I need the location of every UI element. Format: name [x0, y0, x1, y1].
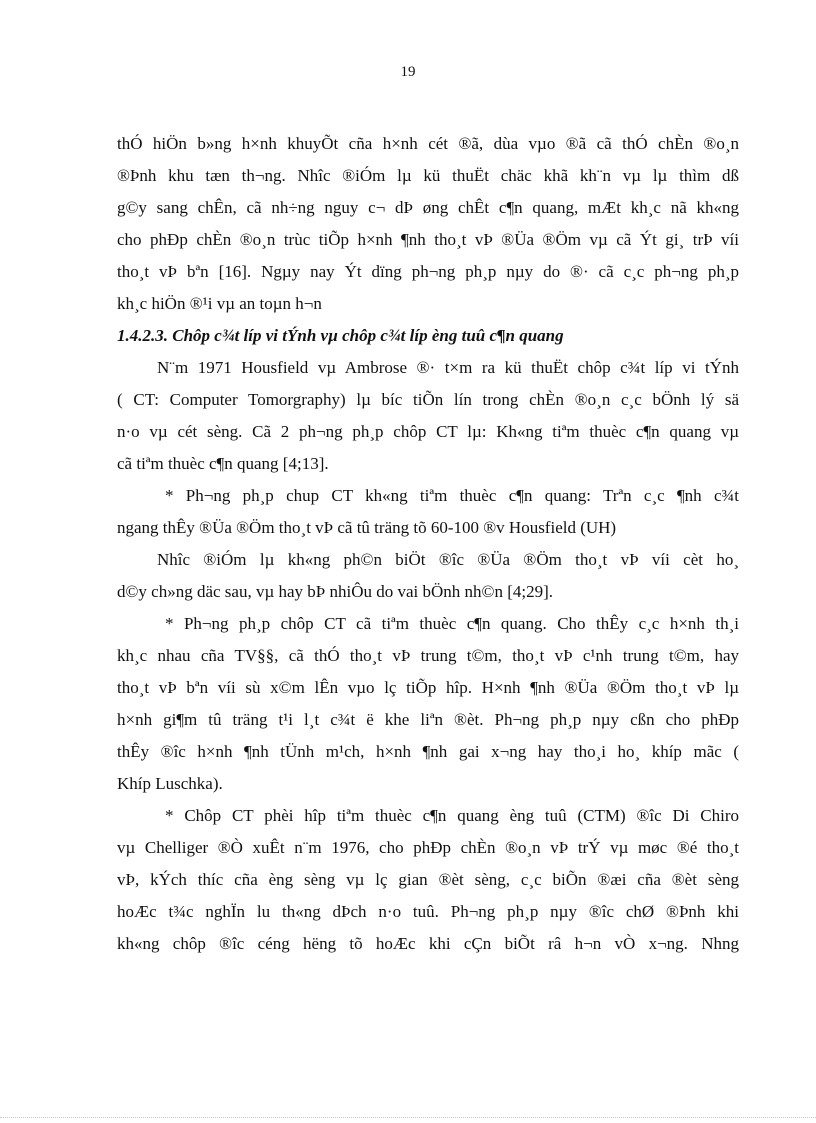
text-line: ( CT: Computer Tomorgraphy) lµ bíc tiÕn lín trong chÈn ®o¸n c¸c bÖnh lý sä — [117, 390, 739, 409]
text-line: cho phÐp chÈn ®o¸n trùc tiÕp h×nh ¶nh tho¸t vÞ ®Üa ®Öm vµ cã Ýt gi¸ trÞ víi — [117, 230, 739, 249]
text-line: d©y ch»ng däc sau, vµ hay bÞ nhiÔu do vai bÖnh nh©n [4;29]. — [117, 582, 554, 601]
text-line: Nhîc ®iÓm lµ kh«ng ph©n biÖt ®îc ®Üa ®Öm tho¸t vÞ víi cèt ho¸ — [157, 550, 739, 569]
text-line: thÊy ®îc h×nh ¶nh tÜnh m¹ch, h×nh ¶nh gai x¬ng hay tho¸i ho¸ khíp mãc ( — [117, 742, 739, 761]
text-line: * Ph¬ng ph¸p chup CT kh«ng tiªm thuèc c¶n quang: Trªn c¸c ¶nh c¾t — [165, 486, 739, 505]
page-number: 19 — [400, 64, 416, 80]
text-line: vµ Chelliger ®Ò xuÊt n¨m 1976, cho phÐp chÈn ®o¸n vÞ trÝ vµ møc ®é tho¸t — [117, 838, 739, 857]
text-line: cã tiªm thuèc c¶n quang [4;13]. — [117, 454, 329, 473]
text-line: N¨m 1971 Housfield vµ Ambrose ®· t×m ra kü thuËt chôp c¾t líp vi tÝnh — [157, 358, 739, 377]
text-line: kh¸c hiÖn ®¹i vµ an toµn h¬n — [117, 294, 322, 313]
page-bottom-border — [0, 1117, 816, 1118]
text-line: kh¸c nhau cña TV§§, cã thÓ tho¸t vÞ trung t©m, tho¸t vÞ c¹nh trung t©m, hay — [117, 646, 739, 665]
text-line: hoÆc t¾c nghÏn lu th«ng dÞch n·o tuû. Ph¬ng ph¸p nµy ®îc chØ ®Þnh khi — [117, 902, 739, 921]
text-line: ®Þnh khu tæn th¬ng. Nhîc ®iÓm lµ kü thuËt chäc khã kh¨n vµ lµ thìm dß — [117, 166, 739, 185]
text-line: Khíp Luschka). — [117, 774, 223, 793]
text-line: h×nh gi¶m tû träng t¹i l¸t c¾t ë khe liªn ®èt. Ph¬ng ph¸p nµy cßn cho phÐp — [117, 710, 739, 729]
document-body — [117, 128, 739, 960]
text-line: n·o vµ cét sèng. Cã 2 ph¬ng ph¸p chôp CT lµ: Kh«ng tiªm thuèc c¶n quang vµ — [117, 422, 739, 441]
text-line: * Chôp CT phèi hîp tiªm thuèc c¶n quang èng tuû (CTM) ®îc Di Chiro — [165, 806, 739, 825]
text-line: ngang thÊy ®Üa ®Öm tho¸t vÞ cã tû träng tõ 60-100 ®v Housfield (UH) — [117, 518, 617, 537]
text-line: kh«ng chôp ®îc céng hëng tõ hoÆc khi cÇn biÕt râ h¬n vÒ x¬ng. Nhng — [117, 934, 739, 953]
text-line: * Ph¬ng ph¸p chôp CT cã tiªm thuèc c¶n quang. Cho thÊy c¸c h×nh th¸i — [165, 614, 739, 633]
text-line: tho¸t vÞ bªn víi sù x©m lÊn vµo lç tiÕp hîp. H×nh ¶nh ®Üa ®Öm tho¸t vÞ lµ — [117, 678, 739, 697]
text-line: g©y sang chÊn, cã nh÷ng nguy c¬ dÞ øng chÊt c¶n quang, mÆt kh¸c nã kh«ng — [117, 198, 739, 217]
text-line: thÓ hiÖn b»ng h×nh khuyÕt cña h×nh cét ®ã, dùa vµo ®ã cã thÓ chÈn ®o¸n — [117, 134, 739, 153]
text-line: tho¸t vÞ bªn [16]. Ngµy nay Ýt dïng ph¬ng ph¸p nµy do ®· cã c¸c ph¬ng ph¸p — [117, 262, 739, 281]
text-line: vÞ, kÝch thíc cña èng sèng vµ lç gian ®èt sèng, c¸c biÕn ®æi cña ®èt sèng — [117, 870, 739, 889]
section-heading: 1.4.2.3. Chôp c¾t líp vi tÝnh vµ chôp c¾t líp èng tuû c¶n quang — [117, 326, 564, 345]
